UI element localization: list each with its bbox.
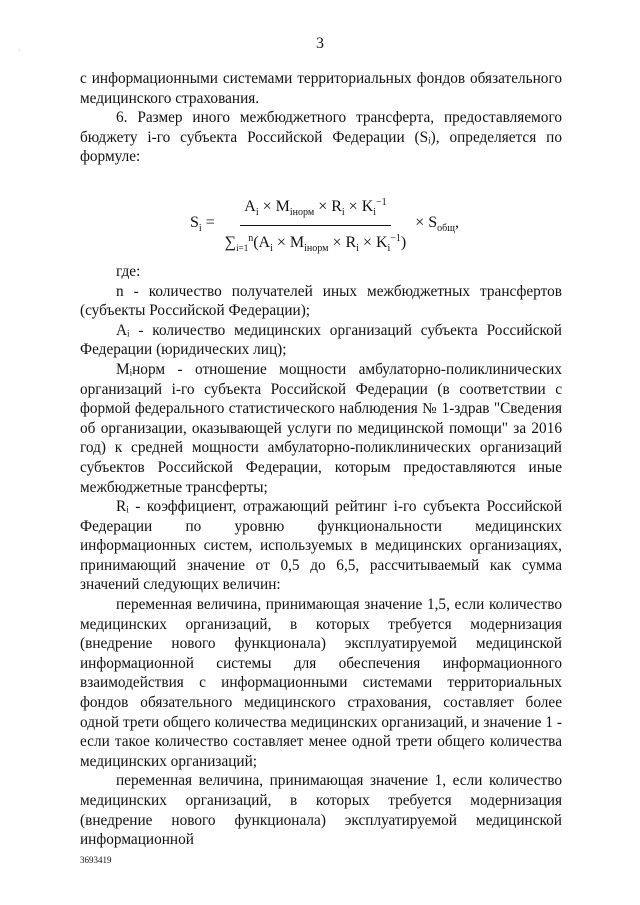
variable-item-1: переменная величина, принимающая значение 1,5, если количество медицинских организаций, в которых требуется модернизация (внедрение нового функционала) эксплуатируемой медицинской информационной системы для обеспечения информационного взаимодействия с информационными системами территориальных фондов обязательного медицинского страхования, составляет более одной трети общего количества медицинских организаций, и значение 1 - если такое количество составляет менее одной трети общего количества медицинских организаций; xyxy=(80,596,562,770)
definition-n: n - количество получателей иных межбюджетных трансфертов (субъекты Российской Федерации); xyxy=(80,282,562,320)
definition-r: Rᵢ - коэффициент, отражающий рейтинг i-го субъекта Российской Федерации по уровню функциональности медицинских информационных систем, используемых в медицинских организациях, принимающий значение от 0,5 до 6,5, рассчитываемый как сумма значений следующих величин: xyxy=(80,498,562,594)
paragraph-continuation: с информационными системами территориальных фондов обязательного медицинского страхования. xyxy=(80,70,562,107)
margin-mark: · xyxy=(18,46,21,55)
document-id: 3693419 xyxy=(80,855,112,865)
formula-block xyxy=(80,167,562,262)
variable-item-2: переменная величина, принимающая значение 1, если количество медицинских организаций, в которых требуется модернизация (внедрение нового функционала) эксплуатируемой медицинской информационной xyxy=(80,772,562,849)
where-label: где: xyxy=(116,262,141,280)
paragraph-6: 6. Размер иного межбюджетного трансферта, предоставляемого бюджету i-го субъекта Российской Федерации (Sᵢ), определяется по формуле: xyxy=(80,109,562,166)
page-number: 3 xyxy=(316,35,324,52)
document-body xyxy=(80,69,562,850)
formula xyxy=(190,193,459,258)
formula-fraction xyxy=(221,193,411,258)
formula-lhs: $S_i$ = xyxy=(190,213,215,234)
formula-numerator: $A_i \times M_{iнорм} \times R_i \times K_i^{-1}$ xyxy=(240,193,390,226)
formula-rhs: × $S_{общ}$, xyxy=(415,213,459,234)
definition-m: Mᵢнорм - отношение мощности амбулаторно-поликлинических организаций i-го субъекта Российской Федерации (в соответствии с формой федерального статистического наблюдения № 1-здрав "Сведения об организации, оказывающей услуги по медицинской помощи" за 2016 год) к средней мощности амбулаторно-поликлинических организаций субъектов Российской Федерации, которым предоставляются иные межбюджетные трансферты; xyxy=(80,360,562,496)
definition-a: Aᵢ - количество медицинских организаций субъекта Российской Федерации (юридических лиц); xyxy=(80,321,562,359)
formula-denominator: $\sum_{i=1}^n(A_i \times M_{iнорм} \times R_i \times K_i^{-1})$ xyxy=(224,232,407,254)
